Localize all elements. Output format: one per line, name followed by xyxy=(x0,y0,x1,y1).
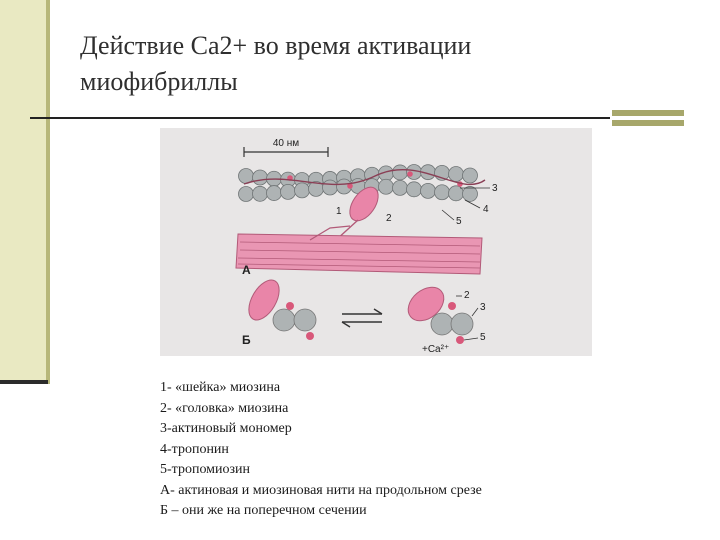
actin-monomer xyxy=(295,183,310,198)
section-b-label: Б xyxy=(242,333,251,347)
slide-title xyxy=(80,28,640,100)
marker-5: 5 xyxy=(456,216,462,227)
figure-legend xyxy=(160,378,700,522)
slide-sidebar-decoration xyxy=(0,0,46,384)
marker-1: 1 xyxy=(336,206,342,217)
calcium-label: +Ca²⁺ xyxy=(422,344,450,355)
actin-monomer xyxy=(253,170,268,185)
myofibril-diagram xyxy=(160,128,592,356)
slide-title-line-1: Действие Са2+ во время активации xyxy=(80,31,472,60)
actin-monomer xyxy=(253,186,268,201)
leader-5-section xyxy=(464,338,478,340)
actin-monomer xyxy=(379,179,394,194)
legend-item: 4-тропонин xyxy=(160,441,229,457)
cross-section-rest xyxy=(243,275,316,340)
leader-3-section xyxy=(472,308,478,316)
actin-monomer xyxy=(281,184,296,199)
actin-monomer xyxy=(323,180,338,195)
legend-item: Б – они же на поперечном сечении xyxy=(160,503,367,518)
marker-4: 4 xyxy=(483,204,489,215)
actin-monomer xyxy=(463,168,478,183)
actin-monomer xyxy=(421,183,436,198)
slide-title-line-2: миофибриллы xyxy=(80,67,238,96)
section-a-label: А xyxy=(242,263,251,277)
legend-item: 3-актиновый мономер xyxy=(160,421,292,436)
actin-monomer xyxy=(435,185,450,200)
marker-5-section: 5 xyxy=(480,332,486,343)
slide-sidebar-edge xyxy=(46,0,50,384)
actin-monomer xyxy=(449,167,464,182)
legend-item: 2- «головка» миозина xyxy=(160,400,289,416)
cross-section-active xyxy=(402,280,473,344)
actin-monomer xyxy=(393,180,408,195)
marker-3-section: 3 xyxy=(480,302,486,313)
actin-monomer xyxy=(267,186,282,201)
troponin-dot xyxy=(407,171,413,177)
equilibrium-arrows xyxy=(342,309,382,327)
legend-item: 1- «шейка» миозина xyxy=(160,380,281,395)
actin-monomer xyxy=(239,186,254,201)
marker-2-section: 2 xyxy=(464,290,470,301)
actin-monomer xyxy=(393,165,408,180)
legend-item: А- актиновая и миозиновая нити на продольном срезе xyxy=(160,482,482,498)
scale-bar xyxy=(244,138,328,157)
actin-monomer xyxy=(407,182,422,197)
title-divider-accent xyxy=(612,110,684,126)
myofibril-illustration xyxy=(160,128,592,356)
actin-monomer xyxy=(463,186,478,201)
legend-item: 5-тропомиозин xyxy=(160,462,251,477)
scale-bar-label: 40 нм xyxy=(272,138,300,149)
accent-bar-top xyxy=(612,110,684,116)
sidebar-bottom-rule xyxy=(0,380,48,384)
accent-bar-bottom xyxy=(612,120,684,126)
marker-3: 3 xyxy=(492,183,498,194)
marker-2: 2 xyxy=(386,213,392,224)
leader-5 xyxy=(442,210,454,220)
title-divider xyxy=(30,117,610,119)
myosin-thick-filament xyxy=(236,226,482,274)
